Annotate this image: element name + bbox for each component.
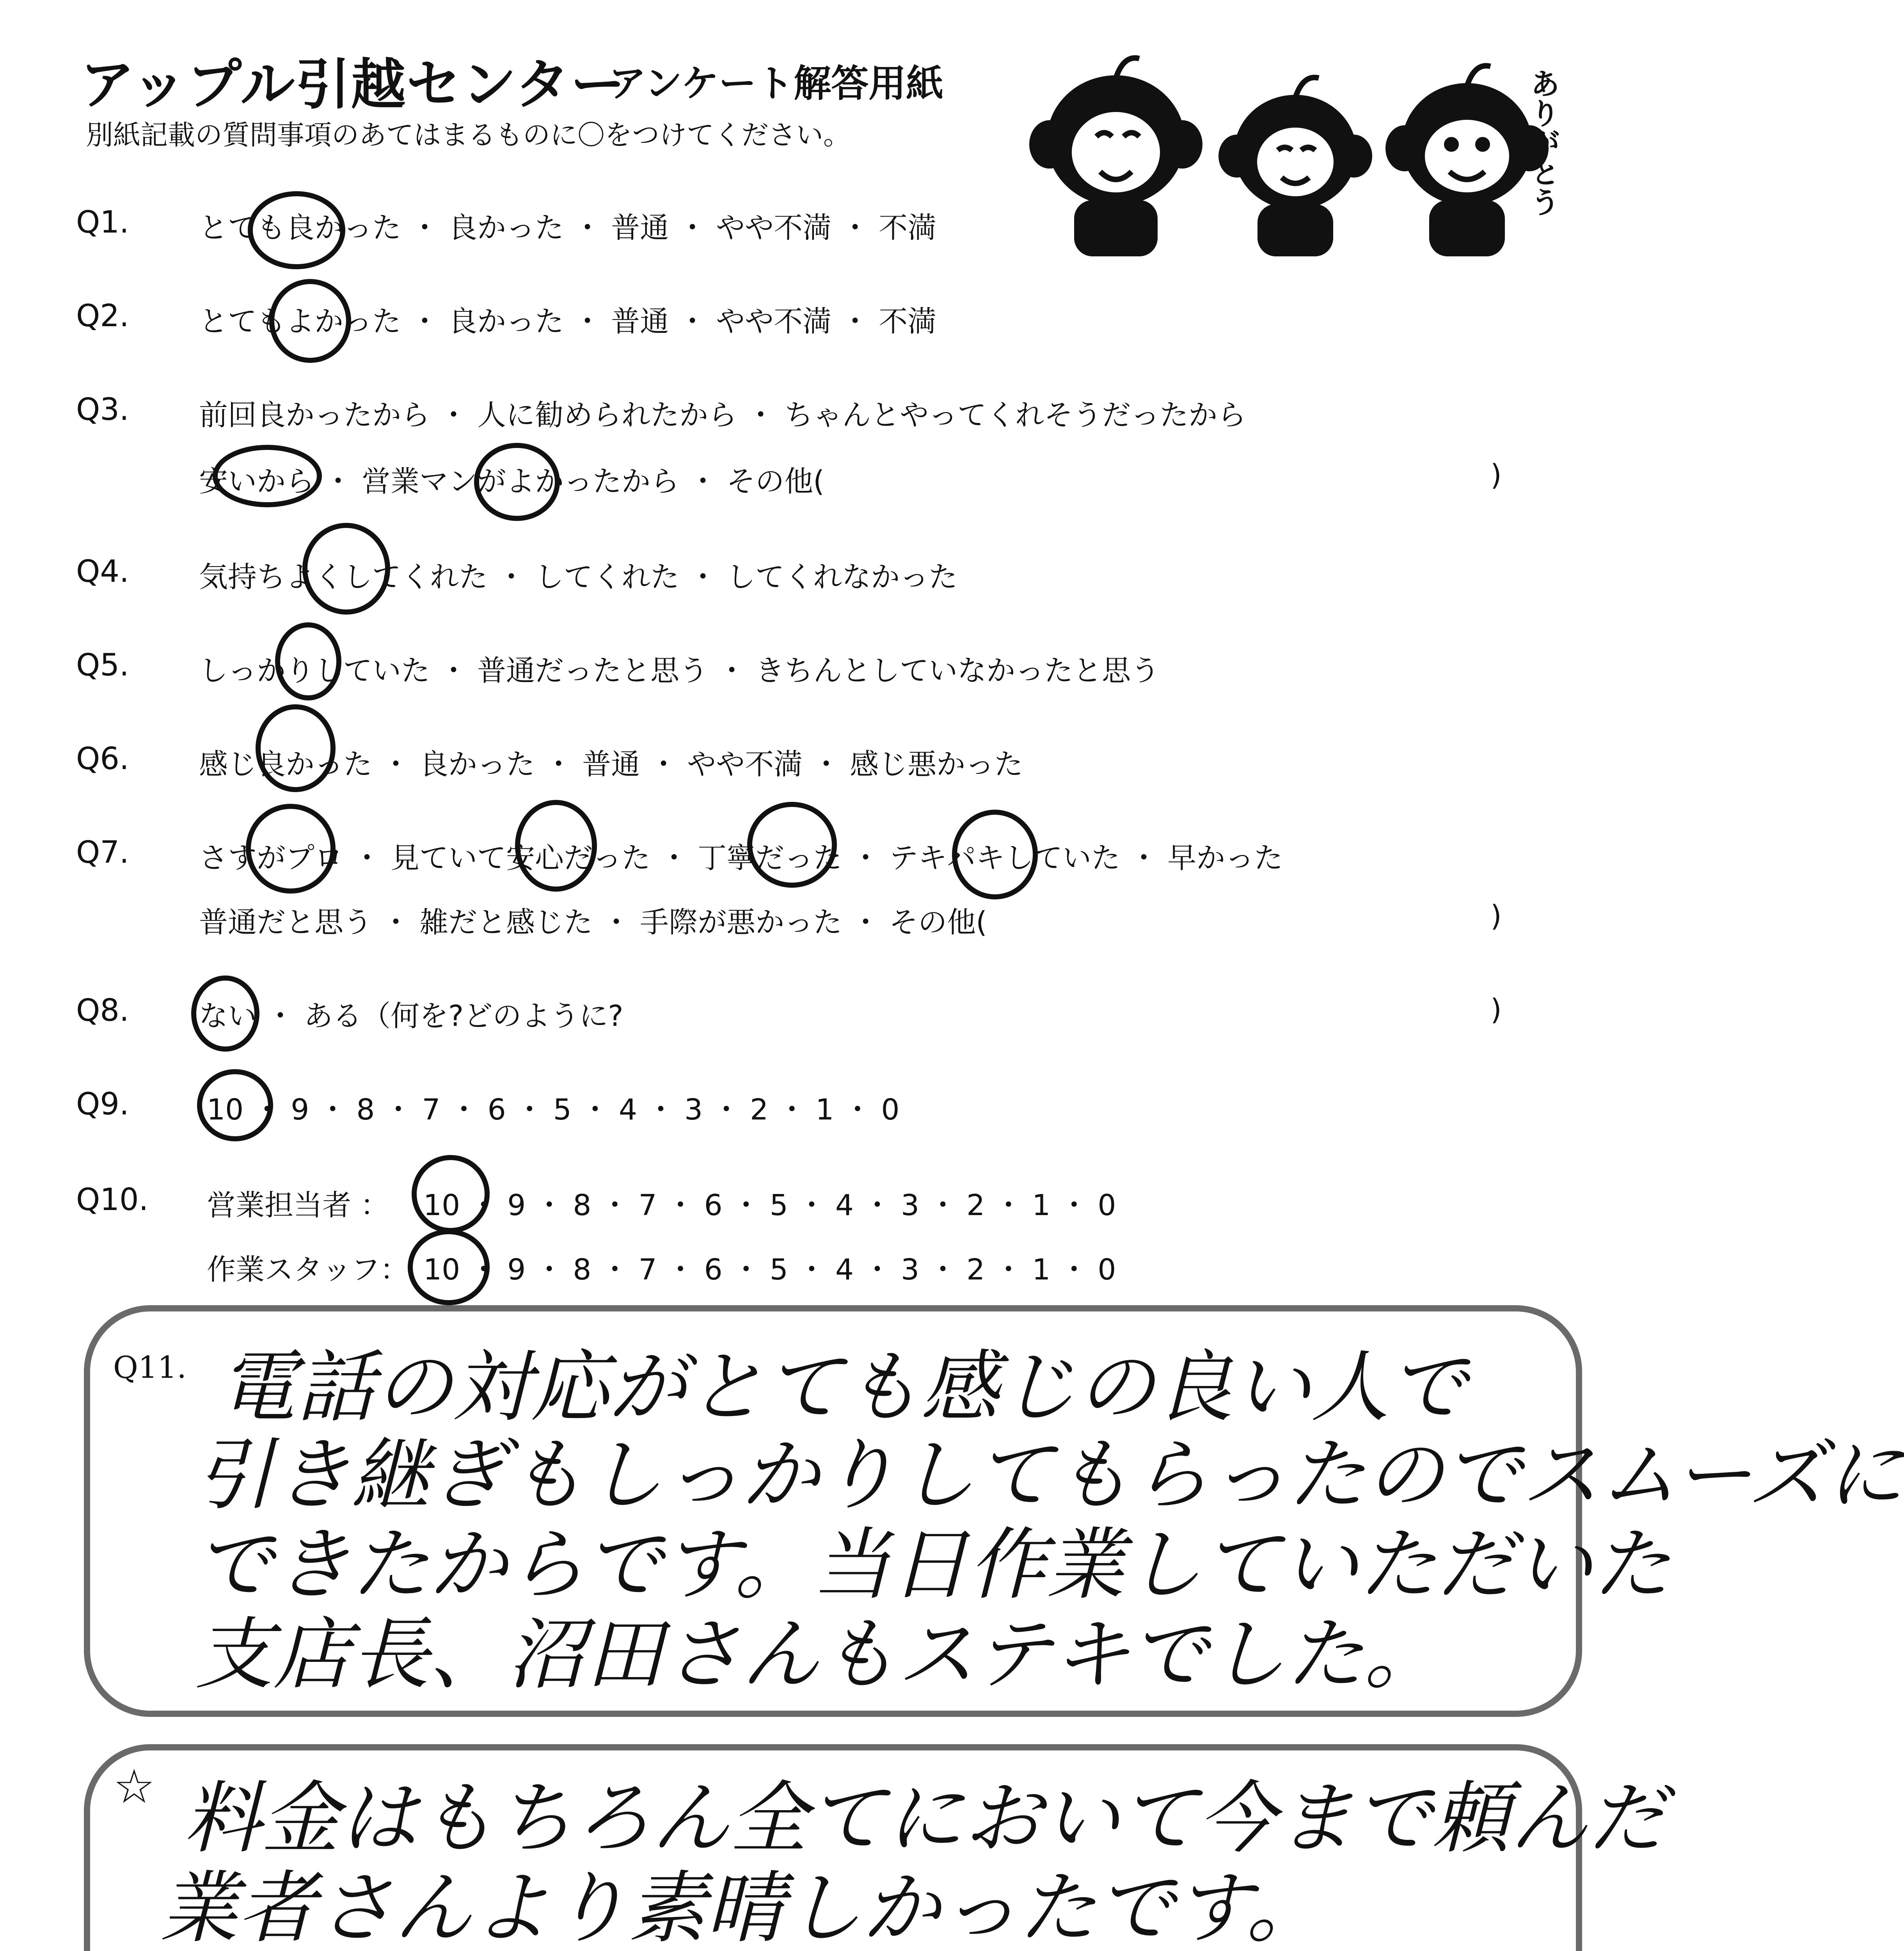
- q6-label: Q6.: [76, 741, 129, 776]
- monkey-mascot-icon: [1026, 47, 1592, 265]
- star-icon: ☆: [113, 1760, 155, 1814]
- form-subtitle: アンケート解答用紙: [609, 62, 944, 105]
- q3-close-paren: ): [1490, 458, 1502, 492]
- q1-answer-circle: [248, 191, 345, 269]
- q10-label: Q10.: [76, 1182, 149, 1217]
- comment-line-3[interactable]: [160, 1935, 1246, 1951]
- comment-line-2[interactable]: 業者さんより素晴しかったです。: [160, 1863, 1325, 1951]
- q3-answer-circle-1: [213, 445, 322, 507]
- q7-answer-circle-2: [515, 800, 597, 892]
- q5-options[interactable]: しっかりしていた ・ 普通だったと思う ・ きちんとしていなかったと思う: [199, 654, 1160, 688]
- q4-options[interactable]: 気持ちよくしてくれた ・ してくれた ・ してくれなかった: [199, 560, 958, 594]
- instruction-text: 別紙記載の質問事項のあてはまるものに〇をつけてください。: [86, 119, 851, 151]
- q11-answer-line-4[interactable]: 支店長、沼田さんもステキでした。: [195, 1609, 1442, 1700]
- q10-sales-label: 営業担当者 ：: [207, 1189, 389, 1222]
- q3-label: Q3.: [76, 392, 129, 427]
- q11-answer-line-3[interactable]: できたからです。当日作業していただいた: [195, 1519, 1671, 1610]
- q4-label: Q4.: [76, 554, 129, 589]
- q4-answer-circle: [302, 523, 390, 615]
- q2-options[interactable]: とてもよかった ・ 良かった ・ 普通 ・ やや不満 ・ 不満: [199, 305, 937, 338]
- q3-options-line1[interactable]: 前回良かったから ・ 人に勧められたから ・ ちゃんとやってくれそうだったから: [199, 398, 1247, 432]
- q8-close-paren: ): [1490, 993, 1502, 1027]
- company-title: アップル引越センター: [80, 53, 626, 117]
- q9-answer-circle: [197, 1069, 273, 1141]
- q6-answer-circle: [256, 704, 336, 792]
- q10-sales-scale[interactable]: 10 ・ 9 ・ 8 ・ 7 ・ 6 ・ 5 ・ 4 ・ 3 ・ 2 ・ 1 ・ 0: [423, 1189, 1116, 1222]
- q10-staff-answer-circle: [408, 1229, 490, 1305]
- q3-answer-circle-2: [474, 443, 560, 521]
- q2-answer-circle: [269, 279, 351, 363]
- q10-sales-answer-circle: [412, 1155, 490, 1233]
- q10-staff-scale[interactable]: 10 ・ 9 ・ 8 ・ 7 ・ 6 ・ 5 ・ 4 ・ 3 ・ 2 ・ 1 ・ 0: [423, 1253, 1116, 1286]
- q3-options-line2[interactable]: 安いから ・ 営業マンがよかったから ・ その他(: [199, 465, 824, 498]
- q7-answer-circle-4: [952, 810, 1038, 899]
- q1-options[interactable]: とても良かった ・ 良かった ・ 普通 ・ やや不満 ・ 不満: [199, 211, 937, 245]
- q11-label: Q11.: [113, 1350, 186, 1385]
- q11-answer-line-2[interactable]: 引き継ぎもしっかりしてもらったのでスムーズに: [195, 1430, 1904, 1521]
- comment-line-1[interactable]: 料金はもちろん全てにおいて今まで頼んだ: [183, 1773, 1666, 1864]
- q8-answer-circle: [191, 976, 259, 1052]
- q1-label: Q1.: [76, 205, 129, 240]
- q9-label: Q9.: [76, 1087, 129, 1122]
- q10-staff-label: 作業スタッフ：: [207, 1253, 409, 1286]
- q7-answer-circle-1: [246, 804, 336, 894]
- q8-label: Q8.: [76, 993, 129, 1028]
- q5-label: Q5.: [76, 648, 129, 683]
- q9-scale[interactable]: 10 ・ 9 ・ 8 ・ 7 ・ 6 ・ 5 ・ 4 ・ 3 ・ 2 ・ 1 ・ 0: [207, 1093, 900, 1127]
- q7-label: Q7.: [76, 835, 129, 870]
- q7-options-line2[interactable]: 普通だと思う ・ 雑だと感じた ・ 手際が悪かった ・ その他(: [199, 906, 988, 939]
- q7-close-paren: ): [1490, 899, 1502, 933]
- arigatou-text: ありがとう: [1526, 68, 1560, 217]
- q11-answer-line-1[interactable]: 電話の対応がとても感じの良い人で: [218, 1342, 1467, 1433]
- q6-options[interactable]: 感じ良かった ・ 良かった ・ 普通 ・ やや不満 ・ 感じ悪かった: [199, 748, 1023, 781]
- q8-options[interactable]: ない ・ ある（何を?どのように?: [199, 999, 623, 1033]
- q5-answer-circle: [275, 622, 341, 700]
- q7-answer-circle-3: [747, 802, 837, 888]
- q7-options-line1[interactable]: さすがプロ ・ 見ていて安心だった ・ 丁寧だった ・ テキパキしていた ・ 早かった: [199, 841, 1283, 875]
- q2-label: Q2.: [76, 299, 129, 334]
